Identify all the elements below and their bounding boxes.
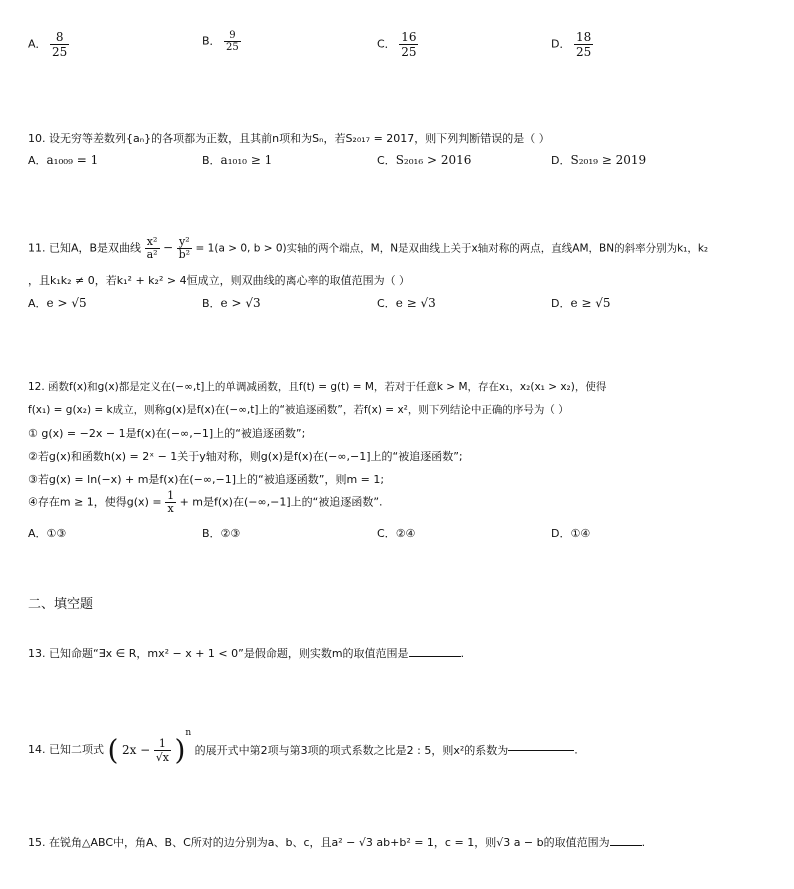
q10-option-c[interactable] bbox=[377, 152, 471, 168]
option-letter: D． bbox=[551, 527, 571, 540]
numerator: 1 bbox=[167, 489, 175, 502]
answer-blank[interactable] bbox=[610, 845, 642, 846]
q12-option-b[interactable] bbox=[202, 525, 240, 541]
option-expr: e > √3 bbox=[220, 296, 261, 310]
q12-line4: ②若g(x)和函数h(x) = 2ˣ − 1关于y轴对称，则g(x)是f(x)在(−∞,−1]上的“被追逐函数”; bbox=[28, 450, 463, 463]
denominator: √x bbox=[155, 750, 169, 764]
option-letter: A． bbox=[28, 154, 47, 167]
option-letter: B． bbox=[202, 154, 221, 167]
option-expr: ①③ bbox=[46, 527, 67, 540]
numerator: 18 bbox=[575, 30, 592, 44]
stem-text: 13. 已知命题“∃x ∈ R，mx² − x + 1 < 0”是假命题，则实数m的取值范围是 bbox=[28, 647, 409, 660]
numerator: 9 bbox=[224, 30, 241, 42]
stem-text: 11. 已知A，B是双曲线 bbox=[28, 241, 142, 255]
period: . bbox=[641, 836, 646, 849]
denominator: b² bbox=[178, 248, 191, 261]
binomial-base: 2x − bbox=[121, 743, 151, 757]
fraction-y2-b2 bbox=[177, 236, 192, 261]
option-letter: D． bbox=[551, 37, 571, 51]
option-letter: C． bbox=[377, 37, 396, 51]
right-paren: ) bbox=[174, 733, 186, 767]
option-expr: ①④ bbox=[570, 527, 591, 540]
numerator: y² bbox=[177, 236, 192, 249]
q12-option-c[interactable] bbox=[377, 525, 415, 541]
stem-text: 的展开式中第2项与第3项的项式系数之比是2 : 5，则x²的系数为 bbox=[194, 744, 509, 757]
fraction bbox=[399, 30, 418, 59]
option-letter: C． bbox=[377, 154, 396, 167]
minus-sign: − bbox=[163, 240, 174, 255]
left-paren: ( bbox=[107, 733, 119, 767]
section-title-fill-in: 二、填空题 bbox=[28, 597, 94, 612]
exponent: n bbox=[185, 728, 192, 738]
option-letter: B． bbox=[202, 527, 221, 540]
q12-line6 bbox=[28, 490, 383, 515]
numerator: 1 bbox=[154, 737, 171, 751]
q10-option-a[interactable] bbox=[28, 152, 98, 168]
numerator: 8 bbox=[50, 30, 69, 45]
q12-option-a[interactable] bbox=[28, 525, 66, 541]
q10-option-b[interactable] bbox=[202, 152, 272, 168]
q9-option-c[interactable] bbox=[377, 30, 418, 59]
fraction-1-over-sqrt-x bbox=[154, 737, 171, 764]
stem-text: + m是f(x)在(−∞,−1]上的“被追逐函数”. bbox=[179, 495, 383, 509]
q11-option-b[interactable] bbox=[202, 295, 261, 311]
q11-stem-line1 bbox=[28, 236, 708, 261]
option-letter: C． bbox=[377, 297, 396, 310]
option-letter: A． bbox=[28, 297, 47, 310]
option-letter: B． bbox=[202, 297, 221, 310]
q12-line2: f(x₁) = g(x₂) = k成立，则称g(x)是f(x)在(−∞,t]上的“被追逐函数”，若f(x) = x²，则下列结论中正确的序号为（ ） bbox=[28, 404, 569, 416]
stem-text: 14. 已知二项式 bbox=[28, 743, 104, 756]
period: . bbox=[460, 647, 465, 660]
q11-option-a[interactable] bbox=[28, 295, 87, 311]
q12-line3: ① g(x) = −2x − 1是f(x)在(−∞,−1]上的“被追逐函数”; bbox=[28, 427, 306, 440]
denominator: 25 bbox=[52, 45, 68, 59]
q12-line1: 12. 函数f(x)和g(x)都是定义在(−∞,t]上的单调减函数，且f(t) = g(t) = M，若对于任意k > M，存在x₁，x₂(x₁ > x₂)，使得 bbox=[28, 381, 607, 393]
option-expr: ②④ bbox=[395, 527, 416, 540]
option-expr: e > √5 bbox=[46, 296, 87, 310]
fraction bbox=[224, 30, 241, 53]
stem-text: ④存在m ≥ 1，使得g(x) = bbox=[28, 495, 162, 509]
denominator: a² bbox=[146, 248, 158, 261]
fraction bbox=[574, 30, 593, 59]
numerator: 16 bbox=[401, 30, 417, 44]
option-expr: S₂₀₁₆ > 2016 bbox=[395, 153, 472, 167]
option-expr: a₁₀₁₀ ≥ 1 bbox=[220, 153, 273, 167]
q9-option-b[interactable] bbox=[202, 30, 241, 53]
denominator: 25 bbox=[226, 42, 239, 53]
q10-stem: 10. 设无穷等差数列{aₙ}的各项都为正数，且其前n项和为Sₙ，若S₂₀₁₇ = 2017，则下列判断错误的是（ ） bbox=[28, 132, 550, 145]
option-expr: ②③ bbox=[220, 527, 241, 540]
option-expr: e ≥ √5 bbox=[570, 296, 611, 310]
q11-option-d[interactable] bbox=[551, 295, 611, 311]
fraction bbox=[50, 30, 69, 59]
option-letter: D． bbox=[551, 297, 571, 310]
denominator: x bbox=[167, 502, 174, 515]
q12-line5: ③若g(x) = ln(−x) + m是f(x)在(−∞,−1]上的“被追逐函数”，则m = 1; bbox=[28, 473, 385, 486]
numerator: x² bbox=[145, 236, 160, 249]
q10-option-d[interactable] bbox=[551, 152, 646, 168]
option-expr: a₁₀₀₉ = 1 bbox=[46, 153, 99, 167]
q9-option-d[interactable] bbox=[551, 30, 593, 59]
period: . bbox=[574, 743, 578, 757]
q14-stem bbox=[28, 728, 578, 767]
option-letter: A． bbox=[28, 527, 47, 540]
q11-option-c[interactable] bbox=[377, 295, 436, 311]
denominator: 25 bbox=[575, 45, 592, 59]
stem-text: 15. 在锐角△ABC中，角A、B、C所对的边分别为a、b、c，且a² − √3 ab+b² = 1，c = 1，则√3 a − b的取值范围为 bbox=[28, 836, 610, 849]
stem-text: = 1(a > 0, b > 0)实轴的两个端点，M，N是双曲线上关于x轴对称的两点，直线AM，BN的斜率分别为k₁，k₂ bbox=[195, 242, 709, 255]
option-letter: D． bbox=[551, 154, 571, 167]
fraction-x2-a2 bbox=[145, 236, 160, 261]
option-letter: B． bbox=[202, 34, 221, 48]
q12-option-d[interactable] bbox=[551, 525, 590, 541]
answer-blank[interactable] bbox=[409, 656, 461, 657]
option-letter: A． bbox=[28, 37, 47, 51]
denominator: 25 bbox=[401, 45, 417, 59]
q13-stem bbox=[28, 645, 464, 661]
option-letter: C． bbox=[377, 527, 396, 540]
q9-option-a[interactable] bbox=[28, 30, 69, 59]
fraction-1-over-x bbox=[165, 490, 176, 515]
option-expr: S₂₀₁₉ ≥ 2019 bbox=[570, 153, 647, 167]
q15-stem bbox=[28, 834, 645, 850]
answer-blank[interactable] bbox=[508, 750, 574, 751]
option-expr: e ≥ √3 bbox=[395, 296, 436, 310]
q11-stem-line2: ，且k₁k₂ ≠ 0，若k₁² + k₂² > 4恒成立，则双曲线的离心率的取值范围为（ ） bbox=[28, 274, 411, 287]
